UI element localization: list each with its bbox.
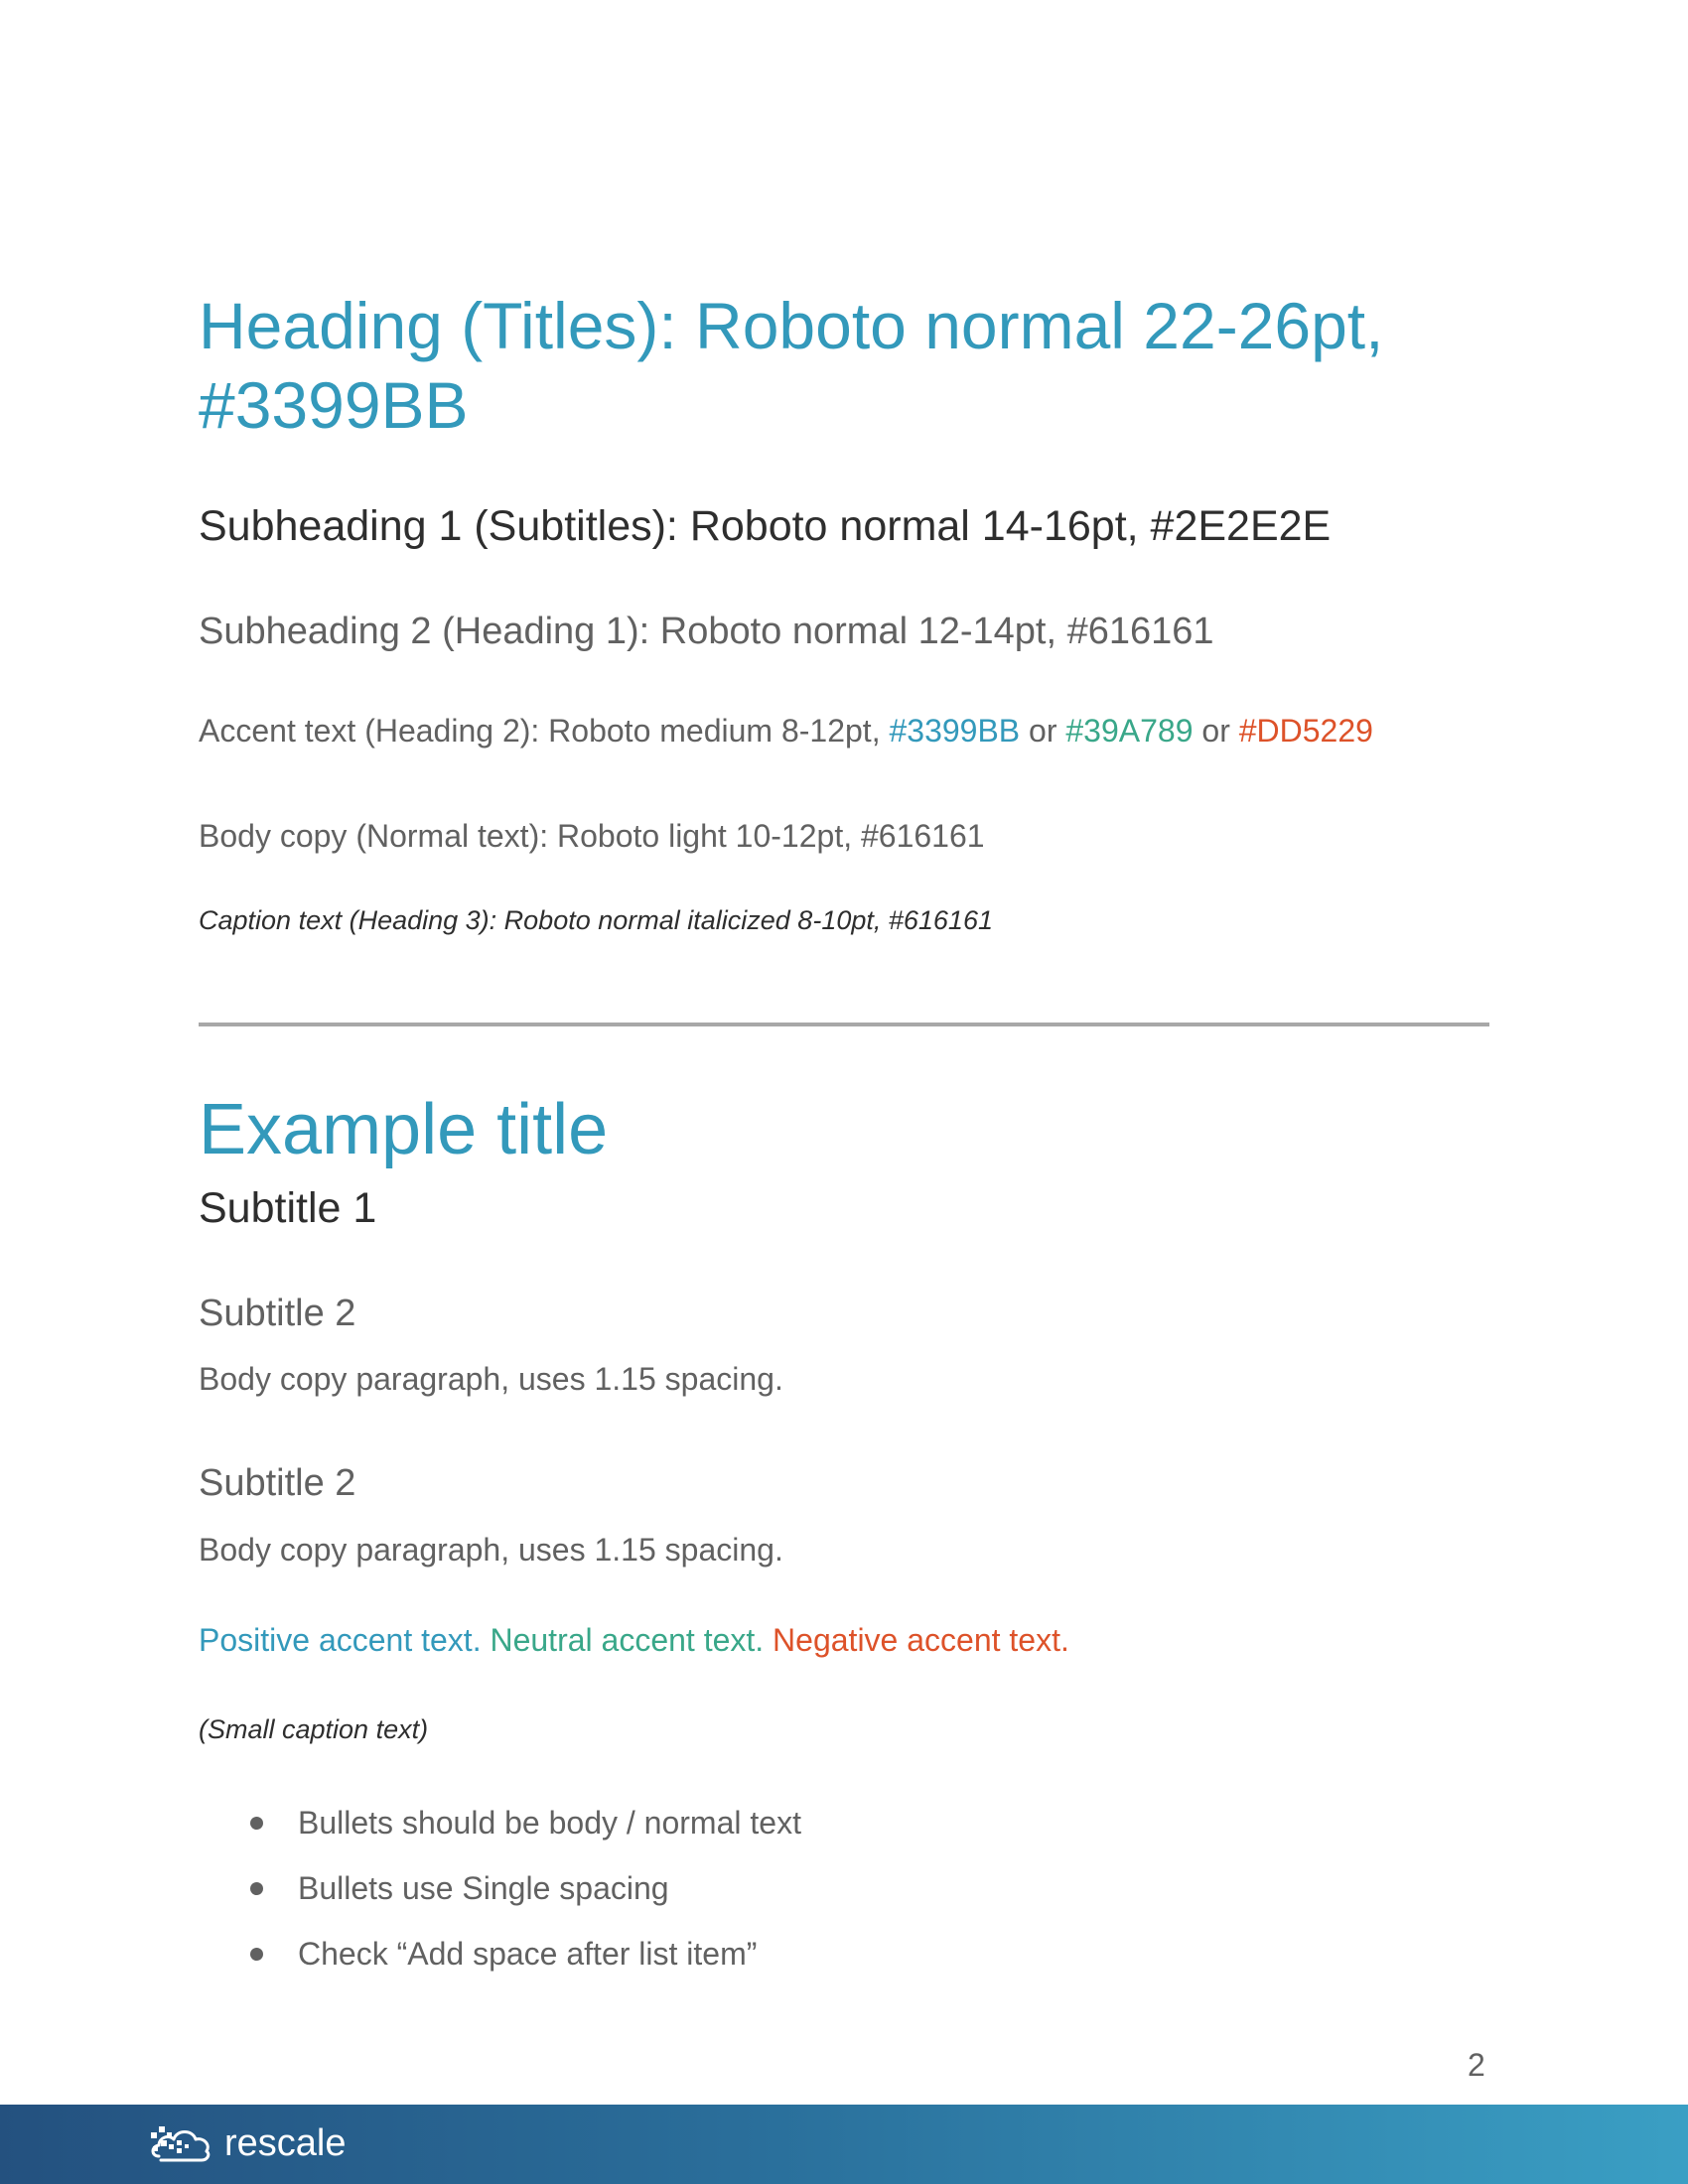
accent-spec [199, 707, 1373, 754]
footer-bar [0, 2105, 1688, 2184]
accent-examples [199, 1616, 1069, 1664]
heading-spec: Heading (Titles): Roboto normal 22-26pt, #3399BB [199, 289, 1384, 442]
cloud-logo-icon [147, 2118, 216, 2168]
rescale-logo [147, 2118, 347, 2168]
example-body-paragraph: Body copy paragraph, uses 1.15 spacing. [199, 1361, 783, 1397]
bullet-list [248, 1799, 801, 1995]
accent-spec-prefix: Accent text (Heading 2): Roboto medium 8-12pt, [199, 713, 890, 749]
bullet-icon [250, 1817, 263, 1830]
small-caption: (Small caption text) [199, 1714, 429, 1744]
list-item-text: Bullets use Single spacing [298, 1870, 669, 1906]
accent-spec-red: #DD5229 [1238, 713, 1373, 749]
list-item [248, 1864, 801, 1930]
positive-accent-text: Positive accent text. [199, 1622, 482, 1658]
bullet-icon [250, 1948, 263, 1961]
page-number: 2 [1468, 2047, 1485, 2083]
example-subtitle1: Subtitle 1 [199, 1184, 377, 1232]
subheading1-spec: Subheading 1 (Subtitles): Roboto normal 14-16pt, #2E2E2E [199, 502, 1332, 550]
section-divider [199, 1023, 1489, 1026]
caption-spec: Caption text (Heading 3): Roboto normal italicized 8-10pt, #616161 [199, 905, 993, 935]
accent-spec-green: #39A789 [1065, 713, 1194, 749]
example-title: Example title [199, 1090, 609, 1169]
list-item-text: Check “Add space after list item” [298, 1936, 758, 1972]
accent-spec-or: or [1020, 713, 1066, 749]
list-item-text: Bullets should be body / normal text [298, 1805, 801, 1841]
list-item [248, 1799, 801, 1864]
accent-spec-or: or [1193, 713, 1239, 749]
logo-wordmark: rescale [224, 2122, 347, 2164]
body-spec: Body copy (Normal text): Roboto light 10-12pt, #616161 [199, 818, 985, 854]
example-body-paragraph: Body copy paragraph, uses 1.15 spacing. [199, 1532, 783, 1568]
bullet-icon [250, 1882, 263, 1895]
example-subtitle2: Subtitle 2 [199, 1293, 356, 1334]
neutral-accent-text: Neutral accent text. [490, 1622, 765, 1658]
example-subtitle2: Subtitle 2 [199, 1462, 356, 1504]
accent-spec-blue: #3399BB [889, 713, 1021, 749]
subheading2-spec: Subheading 2 (Heading 1): Roboto normal 12-14pt, #616161 [199, 611, 1214, 652]
list-item [248, 1930, 801, 1995]
negative-accent-text: Negative accent text. [773, 1622, 1069, 1658]
